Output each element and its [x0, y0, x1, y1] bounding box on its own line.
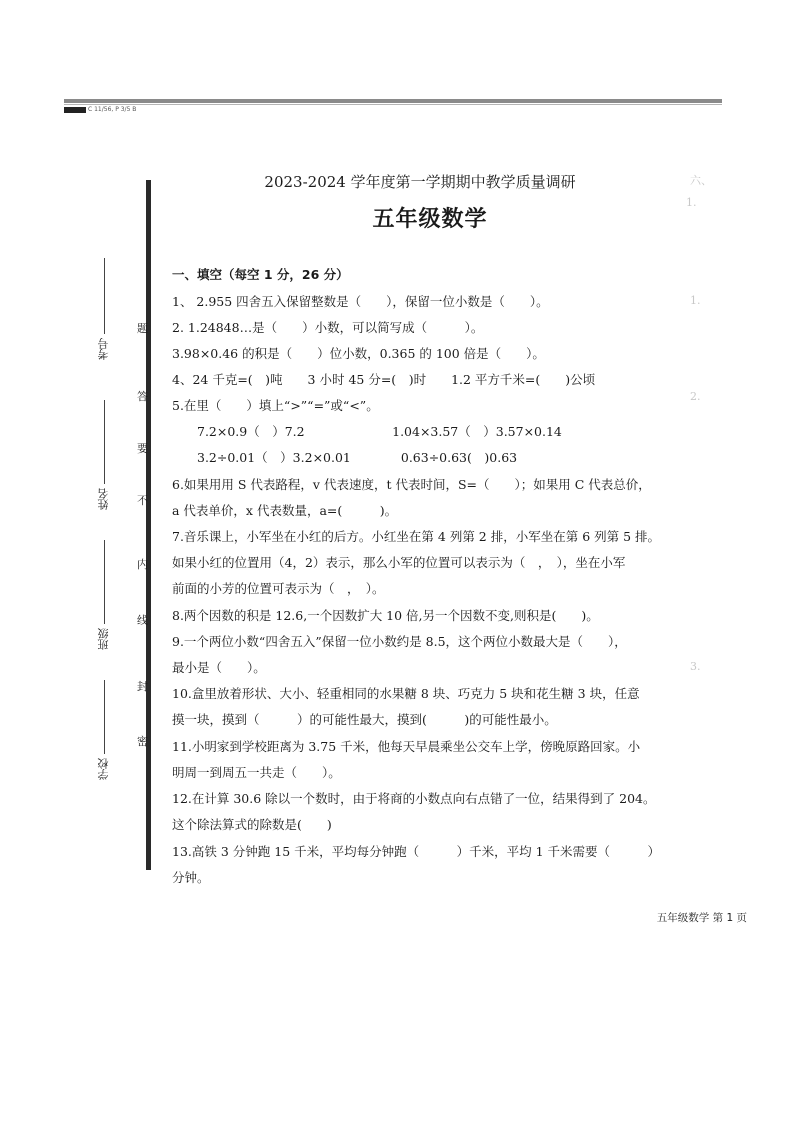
- blank-exam-number: [104, 258, 105, 334]
- scan-top-edge: [64, 99, 722, 103]
- blank-class: [104, 540, 105, 624]
- question-line: 10.盒里放着形状、大小、轻重相同的水果糖 8 块、巧克力 5 块和花生糖 3 块，任意: [172, 686, 640, 701]
- question-line: 如果小红的位置用（4，2）表示，那么小军的位置可以表示为（ ， ），坐在小军: [172, 555, 626, 570]
- seal-char: 要: [137, 442, 148, 455]
- question-line: a 代表单价，x 代表数量，a=( )。: [172, 503, 398, 518]
- question-line: 13.高铁 3 分钟跑 15 千米，平均每分钟跑（ ）千米，平均 1 千米需要（ ）: [172, 844, 661, 859]
- seal-char: 密: [137, 735, 148, 748]
- question-line: 7.音乐课上，小军坐在小红的后方。小红坐在第 4 列第 2 排，小军坐在第 6 列第 5 排。: [172, 529, 661, 544]
- seal-char: 内: [137, 558, 148, 571]
- binding-line: [146, 180, 151, 870]
- question-line: 8.两个因数的积是 12.6,一个因数扩大 10 倍,另一个因数不变,则积是( )。: [172, 608, 599, 623]
- bleed-through-mark: 1.: [690, 294, 701, 307]
- question-line: 3.98×0.46 的积是（ ）位小数，0.365 的 100 倍是（ ）。: [172, 346, 545, 361]
- label-school: 学校: [97, 758, 110, 780]
- scan-code-text: C 11/56, P 3/5 B: [88, 106, 137, 113]
- question-line: 6.如果用用 S 代表路程，v 代表速度，t 代表时间，S=（ ）；如果用 C 代表总价，: [172, 477, 651, 492]
- blank-name: [104, 400, 105, 484]
- label-exam-number: 考号: [97, 338, 110, 360]
- bleed-through-mark: 六、: [690, 174, 712, 187]
- seal-char: 题: [137, 322, 148, 335]
- question-line: 4、24 千克=( )吨 3 小时 45 分=( )时 1.2 平方千米=( )公顷: [172, 372, 596, 387]
- question-line: 3.2÷0.01（ ）3.2×0.01 0.63÷0.63( )0.63: [172, 450, 518, 465]
- question-line: 7.2×0.9（ ）7.2 1.04×3.57（ ）3.57×0.14: [172, 424, 562, 439]
- scan-code: [64, 106, 136, 113]
- label-name: 姓名: [97, 488, 110, 510]
- label-class: 班级: [97, 628, 110, 650]
- bleed-through-mark: 3.: [690, 660, 701, 673]
- blank-school: [104, 680, 105, 754]
- seal-char: 线: [137, 614, 148, 627]
- question-line: 分钟。: [172, 870, 210, 885]
- question-line: 最小是（ ）。: [172, 660, 266, 675]
- question-line: 摸一块，摸到（ ）的可能性最大，摸到( )的可能性最小。: [172, 712, 557, 727]
- question-line: 12.在计算 30.6 除以一个数时，由于将商的小数点向右点错了一位，结果得到了 204。: [172, 791, 656, 806]
- question-line: 前面的小芳的位置可表示为（ ， ）。: [172, 581, 385, 596]
- seal-char: 答: [137, 390, 148, 403]
- bleed-through-mark: 1.: [686, 196, 697, 209]
- exam-subtitle: 五年级数学: [372, 207, 488, 232]
- question-line: 11.小明家到学校距离为 3.75 千米，他每天早晨乘坐公交车上学，傍晚原路回家。小: [172, 739, 641, 754]
- question-line: 2. 1.24848…是（ ）小数，可以简写成（ ）。: [172, 320, 484, 335]
- page-footer: 五年级数学 第 1 页: [656, 912, 747, 924]
- section-heading: 一、填空（每空 1 分，26 分）: [172, 267, 349, 282]
- scan-top-edge-shadow: [64, 104, 722, 105]
- exam-title: 2023-2024 学年度第一学期期中教学质量调研: [264, 173, 576, 191]
- question-line: 9.一个两位小数“四舍五入”保留一位小数约是 8.5，这个两位小数最大是（ ），: [172, 634, 627, 649]
- question-line: 这个除法算式的除数是( ): [172, 817, 332, 832]
- question-line: 1、 2.955 四舍五入保留整数是（ ），保留一位小数是（ ）。: [172, 294, 549, 309]
- bleed-through-mark: 2.: [690, 390, 701, 403]
- seal-char: 封: [137, 680, 148, 693]
- seal-char: 不: [137, 494, 148, 507]
- question-line: 5.在里（ ）填上“>”“=”或“<”。: [172, 398, 379, 413]
- question-line: 明周一到周五一共走（ ）。: [172, 765, 341, 780]
